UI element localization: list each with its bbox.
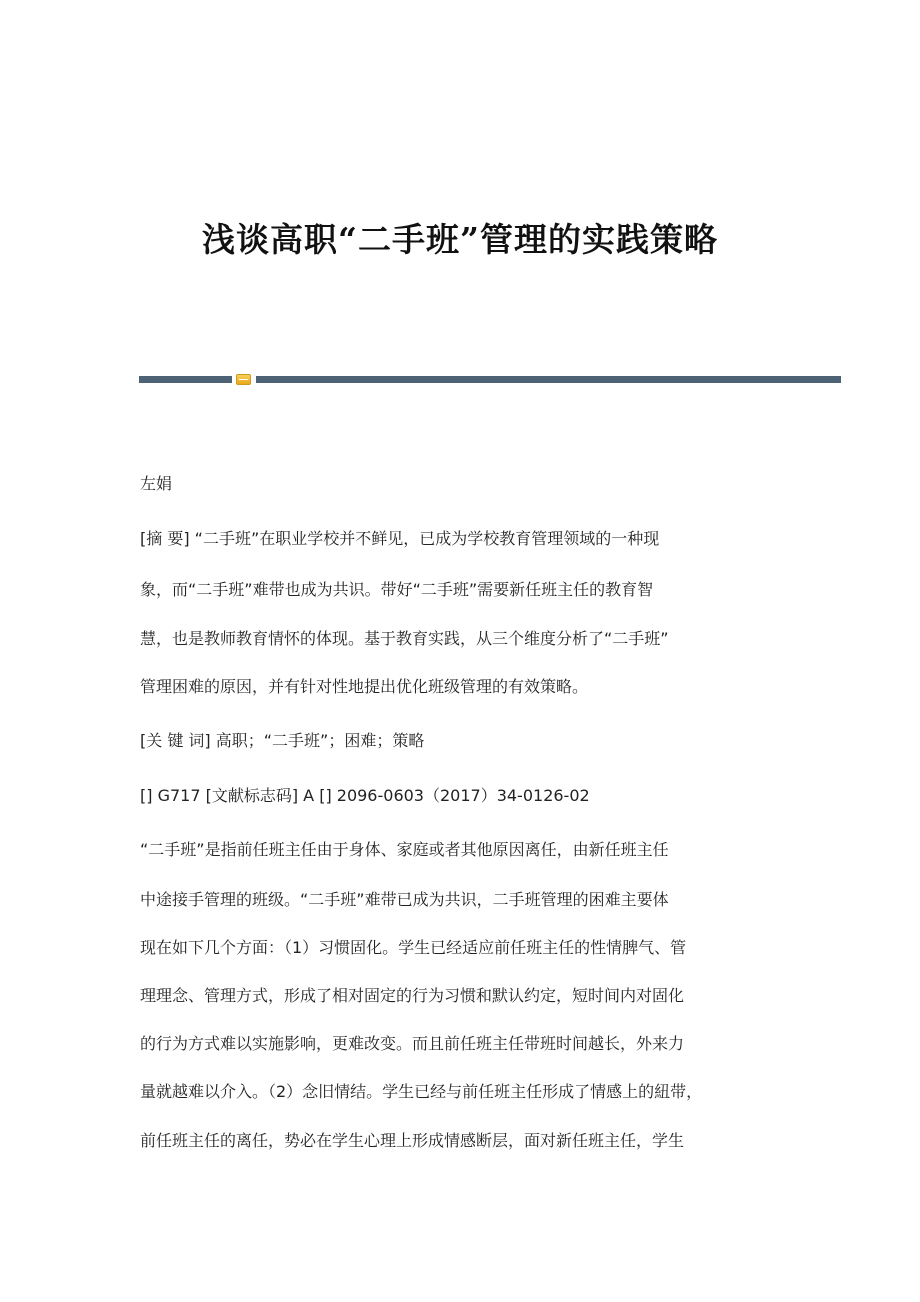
- body-line: 现在如下几个方面：（1）习惯固化。学生已经适应前任班主任的性情脾气、管: [140, 938, 687, 957]
- author-name: 左娟: [140, 474, 173, 493]
- body-line: 量就越难以介入。（2）念旧情结。学生已经与前任班主任形成了情感上的紐带，: [140, 1082, 703, 1101]
- body-line: 中途接手管理的班级。“二手班”难带已成为共识，二手班管理的困难主要体: [140, 890, 669, 909]
- abstract-line: 慧，也是教师教育情怀的体现。基于教育实践，从三个维度分析了“二手班”: [140, 629, 669, 648]
- divider-bar-right: [256, 376, 841, 383]
- divider-bar-left: [139, 376, 232, 383]
- abstract-line: 管理困难的原因，并有针对性地提出优化班级管理的有效策略。: [140, 677, 589, 696]
- keywords-line: [关 键 词] 高职；“二手班”；困难；策略: [140, 731, 425, 750]
- divider-emblem-icon: [236, 374, 251, 385]
- body-line: 理理念、管理方式，形成了相对固定的行为习惯和默认约定，短时间内对固化: [140, 986, 685, 1005]
- classification-line: [] G717 [文献标志码] A [] 2096-0603（2017）34-0126-02: [140, 786, 590, 805]
- abstract-line: 象，而“二手班”难带也成为共识。带好“二手班”需要新任班主任的教育智: [140, 580, 654, 599]
- body-line: “二手班”是指前任班主任由于身体、家庭或者其他原因离任，由新任班主任: [140, 840, 669, 859]
- body-line: 的行为方式难以实施影响，更难改变。而且前任班主任带班时间越长，外来力: [140, 1034, 685, 1053]
- abstract-line: [摘 要] “二手班”在职业学校并不鲜见，已成为学校教育管理领域的一种现: [140, 529, 660, 548]
- body-line: 前任班主任的离任，势必在学生心理上形成情感断层，面对新任班主任，学生: [140, 1131, 685, 1150]
- document-title: 浅谈高职“二手班”管理的实践策略: [202, 220, 718, 259]
- title-divider: [139, 374, 841, 384]
